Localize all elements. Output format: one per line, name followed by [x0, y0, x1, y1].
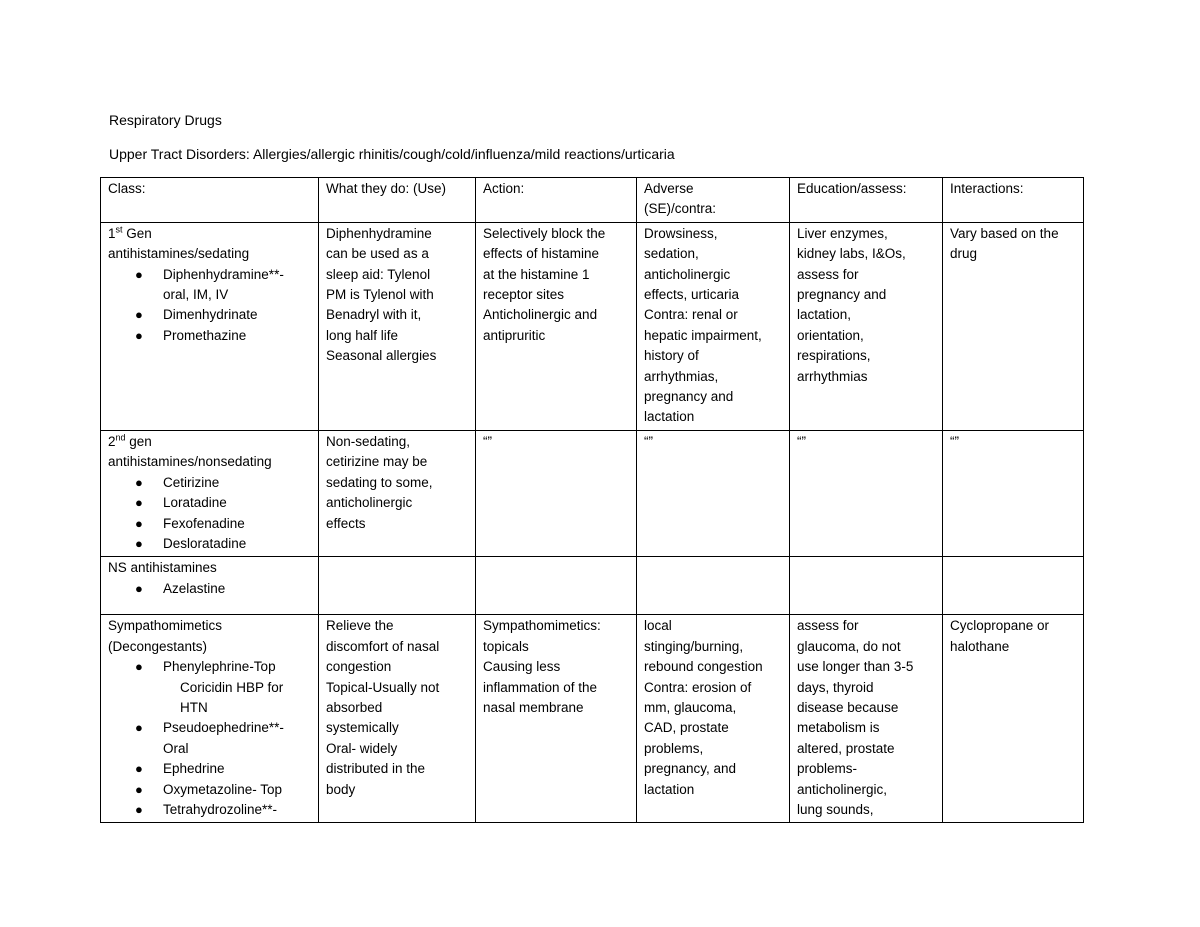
document-subtitle: Upper Tract Disorders: Allergies/allergic rhinitis/cough/cold/influenza/mild reactions/urticaria [109, 146, 675, 162]
list-item: ● Loratadine [135, 495, 227, 511]
drug-list [108, 473, 311, 555]
header-interactions: Interactions: [943, 178, 1084, 223]
class-name: 2nd gen [108, 432, 152, 449]
table-row [101, 430, 1084, 556]
drug-table [100, 177, 1084, 823]
use-cell: Relieve the discomfort of nasal congestion Topical-Usually not absorbed systemically Oral- widely distributed in the body [319, 615, 476, 823]
list-item: ● Dimenhydrinate [135, 307, 258, 323]
action-cell: Selectively block the effects of histamine at the histamine 1 receptor sites Anticholinergic and antipruritic [476, 222, 637, 430]
list-item: ● Azelastine [135, 580, 226, 596]
use-cell: Diphenhydramine can be used as a sleep aid: Tylenol PM is Tylenol with Benadryl with it, long half life Seasonal allergies [319, 222, 476, 430]
header-adverse: Adverse (SE)/contra: [637, 178, 790, 223]
interactions-cell: Vary based on the drug [943, 222, 1084, 430]
class-cell [101, 430, 319, 556]
list-item: ● Desloratadine [135, 535, 247, 551]
class-subtitle: (Decongestants) [108, 638, 208, 654]
use-cell: Non-sedating, cetirizine may be sedating to some, anticholinergic effects [319, 430, 476, 556]
header-education: Education/assess: [790, 178, 943, 223]
education-cell: Liver enzymes, kidney labs, I&Os, assess for pregnancy and lactation, orientation, respirations, arrhythmias [790, 222, 943, 430]
class-subtitle: antihistamines/sedating [108, 246, 250, 262]
document-title: Respiratory Drugs [109, 112, 222, 128]
adverse-cell: local stinging/burning, rebound congestion Contra: erosion of mm, glaucoma, CAD, prostate problems, pregnancy, and lactation [637, 615, 790, 823]
class-cell [101, 557, 319, 615]
table-row [101, 615, 1084, 823]
list-item: ● Diphenhydramine**- oral, IM, IV [135, 266, 284, 303]
drug-list [108, 265, 311, 347]
table-row [101, 222, 1084, 430]
class-cell [101, 222, 319, 430]
list-item: ● Tetrahydrozoline**- [135, 801, 278, 817]
class-name: Sympathomimetics [108, 618, 223, 634]
drug-list [108, 579, 311, 599]
adverse-cell: “” [637, 430, 790, 556]
header-use: What they do: (Use) [319, 178, 476, 223]
table-row [101, 557, 1084, 615]
adverse-cell: Drowsiness, sedation, anticholinergic effects, urticaria Contra: renal or hepatic impairment, history of arrhythmias, pregnancy and lactation [637, 222, 790, 430]
class-subtitle: antihistamines/nonsedating [108, 454, 272, 470]
interactions-cell: Cyclopropane or halothane [943, 615, 1084, 823]
header-action: Action: [476, 178, 637, 223]
adverse-cell [637, 557, 790, 615]
drug-list [108, 657, 311, 820]
education-cell [790, 557, 943, 615]
list-item: ● Cetirizine [135, 474, 220, 490]
class-cell [101, 615, 319, 823]
education-cell: assess for glaucoma, do not use longer than 3-5 days, thyroid disease because metabolism is altered, prostate problems- anticholinergic, lung sounds, [790, 615, 943, 823]
class-name: 1st Gen [108, 224, 152, 241]
class-name: NS antihistamines [108, 560, 217, 576]
use-cell [319, 557, 476, 615]
header-class: Class: [101, 178, 319, 223]
interactions-cell [943, 557, 1084, 615]
interactions-cell: “” [943, 430, 1084, 556]
action-cell: “” [476, 430, 637, 556]
list-item: ● Pseudoephedrine**- Oral [135, 720, 284, 756]
action-cell: Sympathomimetics: topicals Causing less inflammation of the nasal membrane [476, 615, 637, 823]
education-cell: “” [790, 430, 943, 556]
list-item: ● Fexofenadine [135, 515, 245, 531]
table-header-row [101, 178, 1084, 223]
action-cell [476, 557, 637, 615]
list-item: ● Phenylephrine-Top Coricidin HBP for HTN [135, 659, 284, 715]
list-item: ● Promethazine [135, 327, 247, 343]
list-item: ● Ephedrine [135, 761, 225, 777]
list-item: ● Oxymetazoline- Top [135, 781, 283, 797]
